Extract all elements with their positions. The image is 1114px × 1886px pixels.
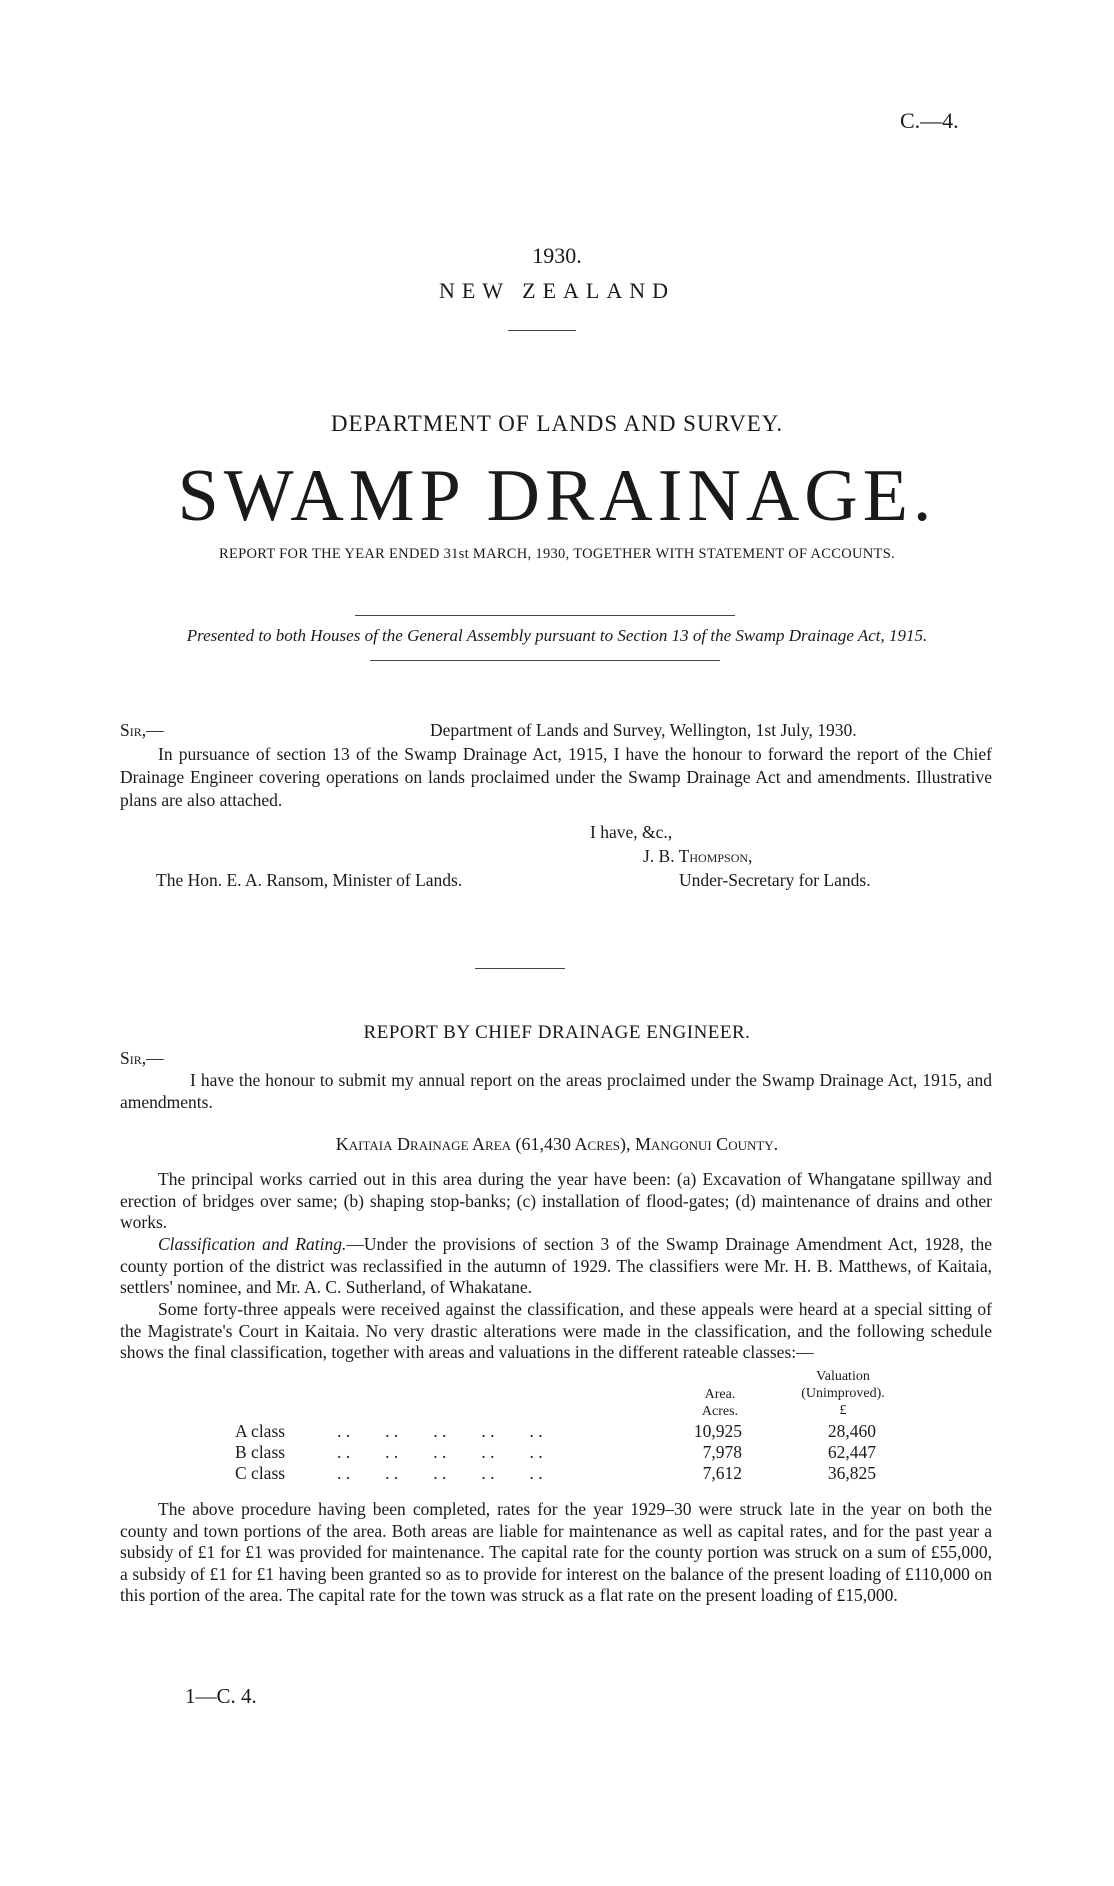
class-label: B class: [235, 1442, 286, 1462]
page-reference: C.—4.: [900, 108, 959, 133]
area-value: 7,978: [702, 1442, 742, 1462]
table-row: [235, 1421, 285, 1442]
dot-leader: . . . . . . . . . .: [337, 1442, 543, 1462]
country: NEW ZEALAND: [438, 278, 676, 303]
class-label: A class: [235, 1421, 286, 1441]
year: 1930.: [532, 243, 582, 268]
divider-section: [475, 968, 565, 969]
report-salutation: Sir,—: [120, 1048, 164, 1068]
valuation-value: 36,825: [827, 1463, 876, 1483]
area-column-header: [680, 1386, 760, 1420]
department-heading: DEPARTMENT OF LANDS AND SURVEY.: [330, 411, 784, 436]
subtitle: REPORT FOR THE YEAR ENDED 31st MARCH, 1930, TOGETHER WITH STATEMENT OF ACCOUNTS.: [219, 546, 895, 562]
paragraph-rates: The above procedure having been completed, rates for the year 1929–30 were struck late in the year on both the county and town portions of the area. Both areas are liable for maintenance as well as capital rates, and for the past year a subsidy of £1 for £1 was provided for maintenance. The capital rate for the county portion was struck on a sum of £55,000, a subsidy of £1 for £1 having been granted so as to provide for interest on the balance of the present loading of £110,000 on this portion of the area. The capital rate for the town was struck as a flat rate on the present loading of £15,000.: [120, 1499, 992, 1605]
divider-upper: [355, 615, 735, 616]
table-row: [235, 1442, 285, 1463]
divider-lower: [370, 660, 720, 661]
classification-heading: Classification and Rating.: [158, 1234, 347, 1254]
dot-leader: . . . . . . . . . .: [337, 1463, 543, 1483]
presented-line: Presented to both Houses of the General Assembly pursuant to Section 13 of the Swamp Drainage Act, 1915.: [186, 626, 928, 645]
dot-leader: . . . . . . . . . .: [337, 1421, 543, 1441]
letter-body: In pursuance of section 13 of the Swamp Drainage Act, 1915, I have the honour to forward the report of the Chief Drainage Engineer covering operations on lands proclaimed under the Swamp Drainage Act and amendments. Illustrative plans are also attached.: [120, 744, 992, 810]
area-header-line: Area.: [704, 1387, 736, 1402]
main-title: SWAMP DRAINAGE.: [177, 455, 937, 537]
valuation-value: 62,447: [827, 1442, 876, 1462]
letter-closing: I have, &c.,: [590, 822, 673, 842]
valuation-column-header: [778, 1368, 908, 1419]
valuation-subheader-line: (Unimproved).: [801, 1386, 885, 1401]
valuation-value: 28,460: [827, 1421, 876, 1441]
divider-short: [508, 330, 576, 331]
valuation-unit-line: £: [839, 1403, 847, 1418]
letter-signatory-title: Under-Secretary for Lands.: [679, 870, 871, 890]
area-value: 7,612: [702, 1463, 742, 1483]
area-unit-line: Acres.: [701, 1404, 739, 1419]
area-value: 10,925: [693, 1421, 742, 1441]
section-heading: Kaitaia Drainage Area (61,430 Acres), Mangonui County.: [335, 1134, 779, 1154]
page-footer: 1—C. 4.: [185, 1684, 257, 1708]
letter-salutation: Sir,—: [120, 720, 164, 740]
class-label: C class: [235, 1463, 286, 1483]
paragraph-appeals: Some forty-three appeals were received against the classification, and these appeals were heard at a special sitting of the Magistrate's Court in Kaitaia. No very drastic alterations were made in the classification, and the following schedule shows the final classification, together with areas and valuations in the different rateable classes:—: [120, 1299, 992, 1362]
report-intro: I have the honour to submit my annual report on the areas proclaimed under the Swamp Drainage Act, 1915, and amendments.: [120, 1070, 992, 1112]
paragraph-works: The principal works carried out in this area during the year have been: (a) Excavation of Whangatane spillway and erection of bridges over same; (b) shaping stop-banks; (c) installation of flood-gates; (d) maintenance of drains and other works.: [120, 1169, 992, 1232]
paragraph-classification: [120, 1234, 992, 1299]
letter-signatory: J. B. Thompson,: [643, 846, 753, 866]
table-row: [235, 1463, 285, 1484]
letter-recipient: The Hon. E. A. Ransom, Minister of Lands.: [156, 870, 463, 890]
letter-address: Department of Lands and Survey, Wellington, 1st July, 1930.: [430, 720, 857, 740]
valuation-header-line: Valuation: [816, 1369, 870, 1384]
classification-text: —Under the provisions of section 3 of the Swamp Drainage Amendment Act, 1928, the county portion of the district was reclassified in the autumn of 1929. The classifiers were Mr. H. B. Matthews, of Kaitaia, settlers' nominee, and Mr. A. C. Sutherland, of Whakatane.: [120, 1234, 992, 1297]
report-heading: REPORT BY CHIEF DRAINAGE ENGINEER.: [363, 1022, 751, 1043]
